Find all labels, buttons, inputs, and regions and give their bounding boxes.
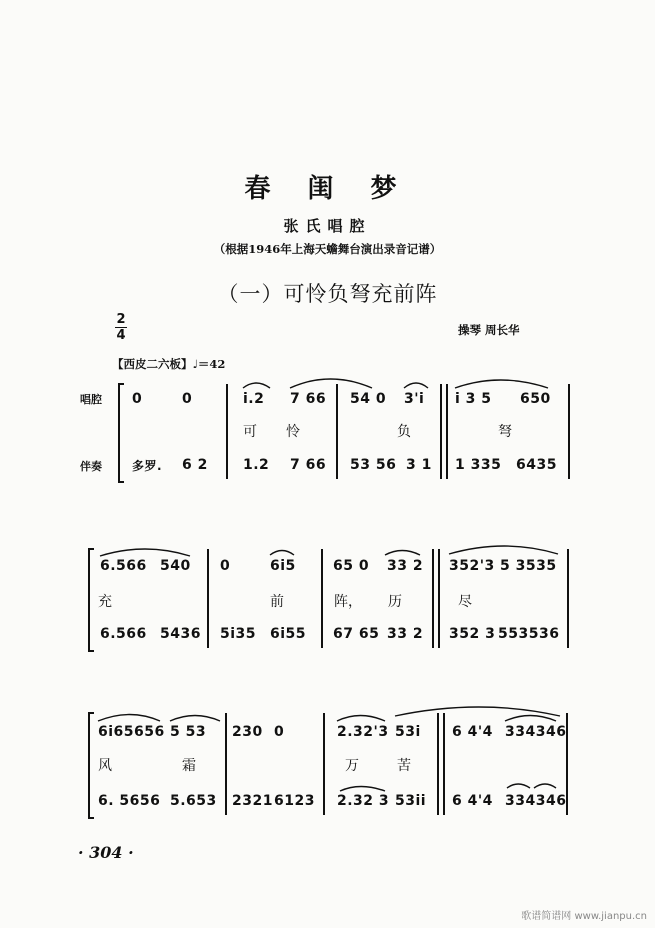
lyric: 风 — [98, 758, 112, 774]
note: 65 0 — [333, 558, 370, 574]
system-bracket — [88, 712, 94, 819]
note: 多罗. — [132, 459, 163, 473]
watermark: 歌谱简谱网 www.jianpu.cn — [521, 911, 647, 922]
barline — [226, 384, 228, 479]
barline — [336, 384, 338, 479]
note: 1 335 — [455, 457, 502, 473]
lyric: 霜 — [182, 758, 196, 774]
note: 6 4'4 — [452, 793, 493, 809]
note: 5 3535 — [500, 558, 557, 574]
vocal-label: 唱腔 — [80, 393, 102, 406]
note: 3 1 — [406, 457, 432, 473]
note: 0 — [182, 391, 193, 407]
note: 6 2 — [182, 457, 208, 473]
system-bracket — [118, 383, 124, 483]
barline — [225, 713, 227, 815]
note: 53 56 — [350, 457, 397, 473]
song-subtitle: 张氏唱腔 — [283, 217, 372, 235]
time-signature-top: 2 — [116, 312, 126, 327]
note: 5 53 — [170, 724, 207, 740]
note: 5i35 — [220, 626, 257, 642]
note: 33 2 — [387, 558, 424, 574]
note: 6.566 — [100, 626, 147, 642]
song-title: 春 闺 梦 — [244, 174, 411, 204]
lyric: 负 — [397, 424, 411, 440]
note: 6.566 — [100, 558, 147, 574]
note: 7 66 — [290, 457, 327, 473]
note: 6123 — [274, 793, 315, 809]
barline — [568, 384, 570, 479]
note: 1.2 — [243, 457, 270, 473]
system-bracket — [88, 548, 94, 652]
barline — [321, 549, 323, 648]
note: i.2 — [243, 391, 265, 407]
note: 6 4'4 — [452, 724, 493, 740]
source-note: （根据1946年上海天蟾舞台演出录音记谱） — [213, 242, 442, 256]
tempo-marking: 【西皮二六板】♩＝42 — [112, 357, 226, 371]
note: i 3 5 — [455, 391, 492, 407]
barline — [440, 384, 442, 479]
barline — [437, 713, 439, 815]
note: 2.32 3 — [337, 793, 390, 809]
barline — [446, 384, 448, 479]
note: 6i5 — [270, 558, 296, 574]
note: 54 0 — [350, 391, 387, 407]
note: 53i — [395, 724, 421, 740]
barline — [443, 713, 445, 815]
note: 6i65656 — [98, 724, 165, 740]
note: 352 3 — [449, 626, 496, 642]
note: 2.32'3 — [337, 724, 389, 740]
note: 6. 5656 — [98, 793, 161, 809]
barline — [438, 549, 440, 648]
accomp-label: 伴奏 — [80, 460, 102, 473]
note: 553536 — [498, 626, 560, 642]
note: 33 2 — [387, 626, 424, 642]
note: 67 65 — [333, 626, 380, 642]
lyric: 前 — [270, 594, 284, 610]
credit: 操琴 周长华 — [458, 323, 520, 337]
note: 352'3 — [449, 558, 495, 574]
note: 6435 — [516, 457, 557, 473]
lyric: 万 — [345, 758, 359, 774]
barline — [323, 713, 325, 815]
lyric: 尽 — [458, 594, 472, 610]
note: 53ii — [395, 793, 427, 809]
lyric: 阵， — [334, 594, 362, 610]
note: 334346 — [505, 793, 567, 809]
time-signature — [115, 313, 127, 342]
barline — [567, 549, 569, 648]
lyric: 弩 — [498, 424, 512, 440]
barline — [207, 549, 209, 648]
lyric: 苦 — [397, 758, 411, 774]
barline — [432, 549, 434, 648]
note: 334346 — [505, 724, 567, 740]
lyric: 可 — [243, 424, 257, 440]
note: 2321 — [232, 793, 273, 809]
time-signature-bottom: 4 — [116, 328, 126, 343]
lyric: 充 — [98, 594, 112, 610]
note: 6i55 — [270, 626, 307, 642]
note: 650 — [520, 391, 551, 407]
note: 230 — [232, 724, 263, 740]
note: 5436 — [160, 626, 201, 642]
note: 0 — [274, 724, 285, 740]
section-heading: （一）可怜负弩充前阵 — [217, 282, 438, 306]
note: 0 — [220, 558, 231, 574]
page-number: · 304 · — [78, 843, 134, 862]
note: 7 66 — [290, 391, 327, 407]
lyric: 怜 — [286, 424, 300, 440]
note: 5.653 — [170, 793, 217, 809]
note: 3'i — [404, 391, 425, 407]
note: 0 — [132, 391, 143, 407]
note: 540 — [160, 558, 191, 574]
lyric: 历 — [388, 594, 402, 610]
